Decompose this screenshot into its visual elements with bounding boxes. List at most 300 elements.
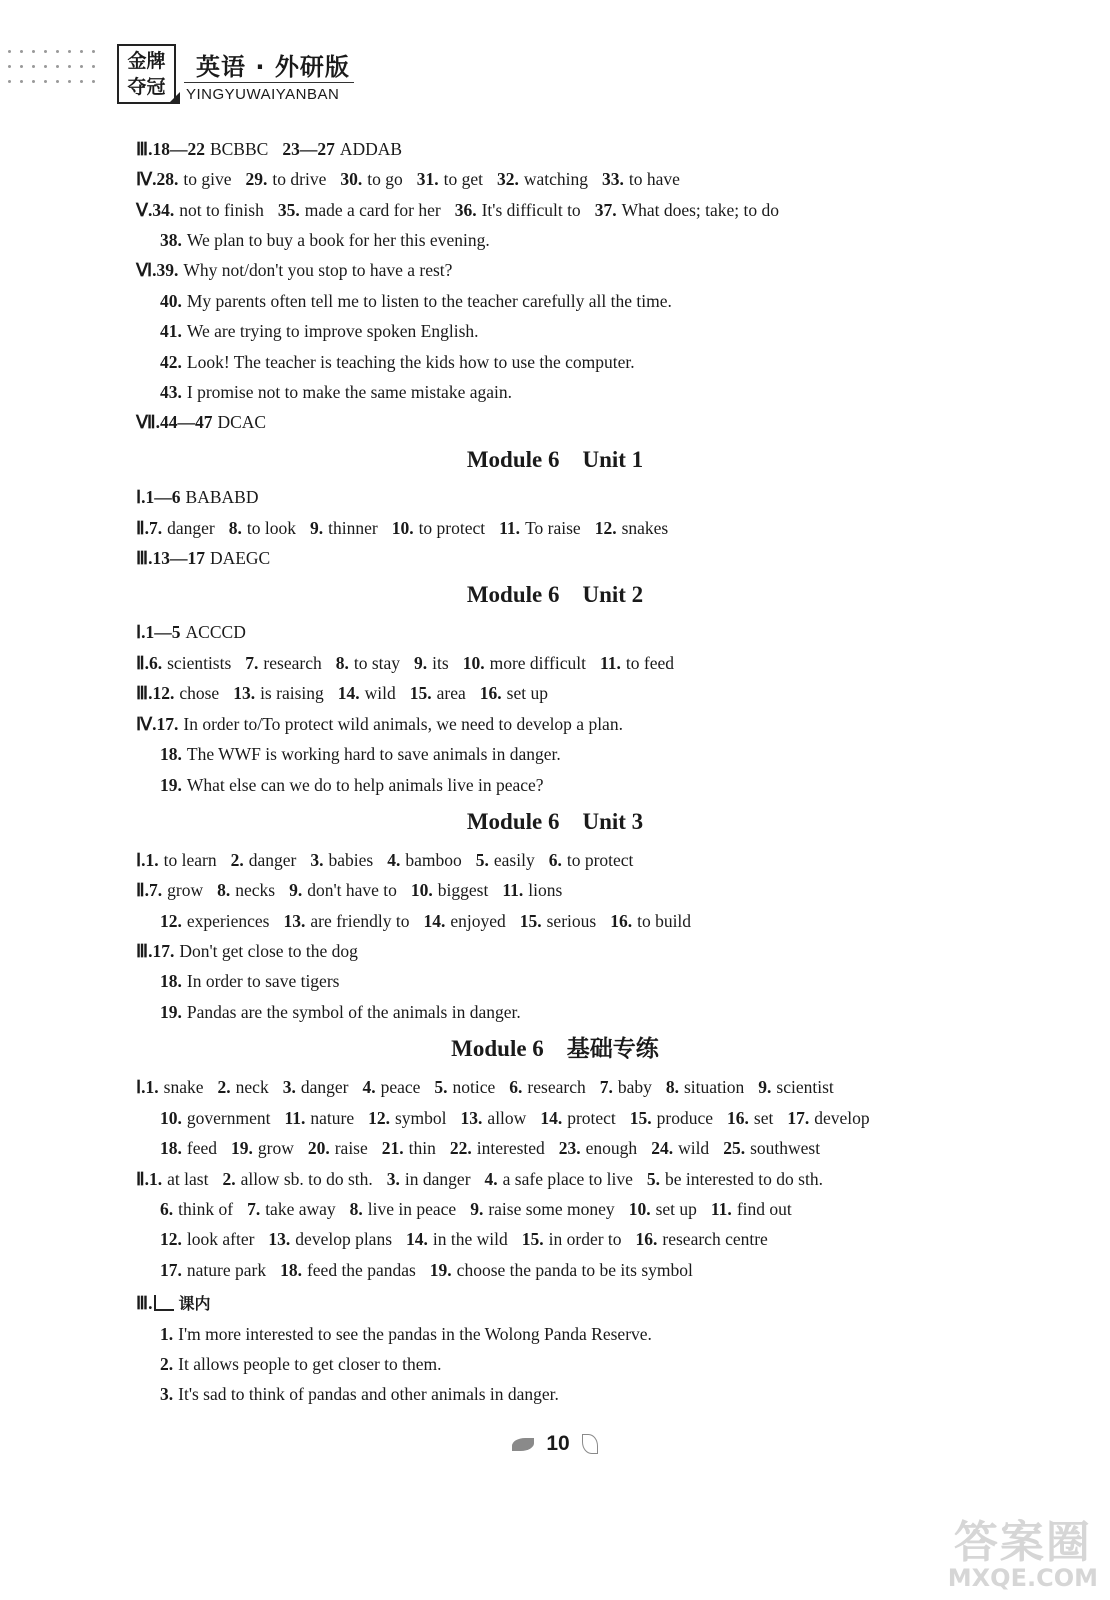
answer-item — [522, 1229, 622, 1249]
item-number: 15. — [409, 683, 432, 703]
item-answer: Why not/don't you stop to have a rest? — [183, 260, 453, 280]
item-answer: Pandas are the symbol of the animals in danger. — [186, 1002, 521, 1022]
item-answer: in danger — [404, 1169, 471, 1189]
section-numeral: Ⅵ. — [136, 260, 157, 280]
item-number: 14. — [337, 683, 360, 703]
answer-item — [222, 1169, 372, 1189]
section-numeral: Ⅳ. — [136, 714, 157, 734]
item-answer: serious — [546, 911, 597, 931]
item-answer: nature park — [186, 1260, 267, 1280]
item-number: 28. — [156, 169, 179, 189]
item-answer: find out — [736, 1199, 792, 1219]
item-number: 14. — [423, 911, 446, 931]
answer-item — [600, 1077, 652, 1097]
item-number: 1—5 — [145, 622, 181, 642]
answer-item — [278, 200, 441, 220]
item-answer: grow — [167, 880, 204, 900]
answer-item — [423, 911, 505, 931]
item-number: 7. — [149, 880, 163, 900]
item-answer: research — [263, 653, 322, 673]
item-number: 37. — [594, 200, 617, 220]
item-number: 3. — [282, 1077, 296, 1097]
item-number: 17. — [156, 714, 179, 734]
item-number: 30. — [340, 169, 363, 189]
answer-item — [149, 653, 231, 673]
item-number: 6. — [149, 653, 163, 673]
item-answer: is raising — [260, 683, 324, 703]
answer-item — [430, 1260, 693, 1280]
answer-item — [246, 169, 327, 189]
answer-item — [160, 382, 512, 402]
answer-line — [136, 849, 647, 871]
item-answer: southwest — [750, 1138, 821, 1158]
item-answer: symbol — [395, 1108, 447, 1128]
item-answer: necks — [235, 880, 276, 900]
answer-item — [160, 1384, 559, 1404]
item-number: 18. — [280, 1260, 302, 1280]
item-number: 5. — [475, 850, 489, 870]
answer-item — [549, 850, 634, 870]
item-answer: watching — [523, 169, 589, 189]
item-answer: lions — [528, 880, 563, 900]
item-number: 9. — [414, 653, 428, 673]
answer-item — [636, 1229, 768, 1249]
item-number: 8. — [665, 1077, 679, 1097]
answer-item — [247, 1199, 336, 1219]
item-answer: The WWF is working hard to save animals in danger. — [186, 744, 561, 764]
answer-item — [283, 911, 409, 931]
item-number: 33. — [602, 169, 624, 189]
answer-item — [149, 518, 215, 538]
section-title: Module 6 Unit 1 — [466, 447, 644, 472]
item-number: 4. — [362, 1077, 376, 1097]
item-number: 3. — [386, 1169, 400, 1189]
answer-item — [497, 169, 588, 189]
answer-item — [651, 1138, 709, 1158]
item-answer: easily — [493, 850, 535, 870]
answer-item — [727, 1108, 773, 1128]
answer-item — [455, 200, 581, 220]
item-answer: feed the pandas — [306, 1260, 416, 1280]
answer-line — [136, 517, 682, 539]
dots-decoration — [8, 50, 108, 95]
answer-item — [282, 139, 402, 159]
item-answer: to protect — [418, 518, 486, 538]
item-answer: to build — [637, 911, 692, 931]
section-numeral: Ⅲ. — [136, 139, 153, 159]
item-number: 15. — [521, 1229, 544, 1249]
answer-item — [470, 1199, 614, 1219]
section-numeral: Ⅲ. — [136, 941, 153, 961]
section-title: Module 6 Unit 3 — [466, 809, 644, 834]
item-answer: notice — [452, 1077, 496, 1097]
section-numeral: Ⅱ. — [136, 653, 149, 673]
section-numeral: Ⅱ. — [136, 880, 149, 900]
answer-line — [160, 320, 493, 342]
item-number: 17. — [787, 1108, 810, 1128]
item-answer: I'm more interested to see the pandas in the Wolong Panda Reserve. — [178, 1324, 652, 1344]
item-number: 4. — [484, 1169, 498, 1189]
item-number: 10. — [628, 1199, 651, 1219]
series-subtitle: YINGYUWAIYANBAN — [186, 86, 340, 103]
item-number: 12. — [594, 518, 617, 538]
answer-item — [387, 850, 462, 870]
item-number: 24. — [651, 1138, 674, 1158]
answer-item — [160, 1260, 266, 1280]
item-number: 20. — [307, 1138, 330, 1158]
brand-line2: 夺冠 — [127, 76, 166, 98]
answer-item — [602, 169, 680, 189]
answer-item — [152, 139, 268, 159]
answer-line — [136, 259, 466, 281]
item-answer: to stay — [353, 653, 401, 673]
answer-item — [245, 653, 321, 673]
answer-item — [463, 653, 586, 673]
item-answer: experiences — [186, 911, 270, 931]
item-number: 2. — [217, 1077, 231, 1097]
subsection-heading — [136, 1292, 210, 1315]
page-footer — [0, 1432, 1110, 1456]
section-numeral: Ⅲ. — [136, 548, 153, 568]
item-number: 11. — [502, 880, 524, 900]
section-numeral: Ⅳ. — [136, 169, 157, 189]
item-answer: to get — [443, 169, 483, 189]
item-answer: interested — [476, 1138, 545, 1158]
item-number: 29. — [245, 169, 268, 189]
item-number: 16. — [727, 1108, 749, 1128]
answer-item — [368, 1108, 446, 1128]
item-answer: be interested to do sth. — [665, 1169, 823, 1189]
item-answer: enough — [585, 1138, 638, 1158]
answer-item — [289, 880, 397, 900]
answer-item — [450, 1138, 545, 1158]
item-number: 13—17 — [152, 548, 205, 568]
item-number: 32. — [496, 169, 519, 189]
item-answer: My parents often tell me to listen to the teacher carefully all the time. — [186, 291, 672, 311]
section-numeral: Ⅰ. — [136, 850, 146, 870]
section-numeral: Ⅴ. — [136, 200, 153, 220]
watermark — [948, 1506, 1098, 1592]
item-number: 21. — [381, 1138, 404, 1158]
item-answer: danger — [248, 850, 297, 870]
item-number: 35. — [277, 200, 300, 220]
item-number: 5. — [646, 1169, 660, 1189]
answer-item — [152, 941, 357, 961]
item-answer: What does; take; to do — [621, 200, 780, 220]
answer-line — [160, 351, 649, 373]
answer-item — [520, 911, 596, 931]
leaf-icon — [512, 1438, 534, 1451]
answer-line — [160, 290, 686, 312]
answer-item — [340, 169, 402, 189]
answer-item — [160, 321, 479, 341]
item-answer: We plan to buy a book for her this evening. — [186, 230, 490, 250]
item-number: 10. — [391, 518, 414, 538]
item-number: 9. — [309, 518, 324, 538]
item-number: 12. — [152, 683, 175, 703]
answer-line — [160, 1198, 806, 1220]
answer-item — [595, 518, 669, 538]
answer-line — [136, 940, 372, 962]
answer-item — [629, 1199, 697, 1219]
item-answer: What else can we do to help animals live in peace? — [186, 775, 544, 795]
answer-item — [410, 683, 466, 703]
answer-item — [499, 518, 581, 538]
item-answer: develop plans — [295, 1229, 393, 1249]
item-number: 11. — [599, 653, 621, 673]
item-answer: develop — [814, 1108, 870, 1128]
answer-item — [392, 518, 485, 538]
answer-item — [217, 880, 275, 900]
item-answer: take away — [265, 1199, 336, 1219]
item-answer: ACCCD — [185, 622, 246, 642]
item-number: 41. — [160, 321, 182, 341]
section-numeral: Ⅰ. — [136, 622, 146, 642]
item-answer: It's sad to think of pandas and other animals in danger. — [178, 1384, 559, 1404]
item-number: 18. — [160, 744, 182, 764]
item-number: 23. — [558, 1138, 581, 1158]
answer-item — [414, 653, 449, 673]
item-number: 1. — [145, 1077, 159, 1097]
item-answer: scientist — [776, 1077, 834, 1097]
item-number: 7. — [247, 1199, 261, 1219]
answer-item — [160, 775, 544, 795]
item-number: 10. — [410, 880, 433, 900]
subsection-text: 课内 — [178, 1294, 211, 1313]
item-answer: scientists — [167, 653, 232, 673]
item-number: 38. — [160, 230, 182, 250]
item-number: 18—22 — [152, 139, 205, 159]
section-title: Module 6 Unit 2 — [466, 582, 644, 607]
item-number: 8. — [349, 1199, 363, 1219]
item-answer: Don't get close to the dog — [179, 941, 358, 961]
answer-item — [157, 169, 232, 189]
item-number: 31. — [416, 169, 439, 189]
item-answer: In order to save tigers — [186, 971, 340, 991]
item-number: 8. — [335, 653, 349, 673]
item-number: 9. — [470, 1199, 484, 1219]
item-number: 15. — [519, 911, 542, 931]
item-number: 19. — [160, 1002, 182, 1022]
item-number: 13. — [283, 911, 306, 931]
item-answer: BABABD — [185, 487, 259, 507]
answer-item — [666, 1077, 744, 1097]
item-answer: bamboo — [405, 850, 462, 870]
item-answer: in order to — [548, 1229, 622, 1249]
answer-line — [136, 652, 688, 674]
item-number: 2. — [160, 1354, 174, 1374]
answer-item — [157, 260, 453, 280]
answer-line — [136, 168, 694, 190]
header-divider — [184, 82, 354, 83]
item-number: 16. — [479, 683, 502, 703]
item-answer: babies — [328, 850, 374, 870]
answer-line — [160, 1107, 884, 1129]
answer-item — [362, 1077, 420, 1097]
item-answer: area — [436, 683, 466, 703]
item-answer: raise — [334, 1138, 368, 1158]
watermark-line1: 答案圈 — [953, 1517, 1092, 1568]
answer-line — [136, 1168, 837, 1190]
item-number: 12. — [160, 1229, 182, 1249]
answer-line — [136, 682, 562, 704]
answer-item — [146, 622, 246, 642]
item-answer: to have — [628, 169, 680, 189]
answer-line — [160, 1259, 707, 1281]
item-answer: snakes — [621, 518, 669, 538]
item-number: 34. — [152, 200, 175, 220]
item-number: 44—47 — [159, 412, 213, 432]
item-number: 1. — [145, 850, 159, 870]
answer-item — [160, 971, 339, 991]
item-answer: We are trying to improve spoken English. — [186, 321, 479, 341]
item-answer: produce — [656, 1108, 714, 1128]
answer-item — [461, 1108, 527, 1128]
item-answer: raise some money — [488, 1199, 615, 1219]
answer-item — [233, 683, 324, 703]
brand-logo — [117, 44, 176, 104]
item-answer: don't have to — [307, 880, 397, 900]
item-number: 25. — [723, 1138, 746, 1158]
item-answer: wild — [678, 1138, 710, 1158]
answer-line — [160, 1353, 456, 1375]
answer-item — [146, 1077, 204, 1097]
answer-item — [160, 1108, 270, 1128]
answer-line — [160, 229, 504, 251]
item-number: 2. — [222, 1169, 236, 1189]
answer-item — [149, 1169, 208, 1189]
answer-item — [476, 850, 535, 870]
item-answer: neck — [235, 1077, 269, 1097]
answer-line — [136, 713, 637, 735]
watermark-line2: MXQE.COM — [947, 1564, 1098, 1592]
answer-item — [149, 880, 203, 900]
item-number: 18. — [160, 971, 182, 991]
item-number: 17. — [152, 941, 175, 961]
subsection-label: Ⅲ. — [136, 1293, 153, 1313]
item-answer: baby — [617, 1077, 652, 1097]
answer-line — [160, 774, 558, 796]
answer-line — [136, 199, 793, 221]
answer-item — [284, 1108, 354, 1128]
item-number: 13. — [268, 1229, 291, 1249]
answer-item — [160, 1229, 254, 1249]
item-answer: in the wild — [432, 1229, 508, 1249]
item-number: 43. — [160, 382, 182, 402]
answer-line — [136, 879, 576, 901]
item-answer: to protect — [566, 850, 634, 870]
item-answer: not to finish — [179, 200, 264, 220]
item-number: 3. — [160, 1384, 174, 1404]
item-number: 3. — [310, 850, 324, 870]
answer-item — [382, 1138, 436, 1158]
answer-item — [160, 1199, 233, 1219]
item-answer: live in peace — [367, 1199, 457, 1219]
item-number: 12. — [160, 911, 182, 931]
section-numeral: Ⅰ. — [136, 487, 146, 507]
item-number: 9. — [758, 1077, 772, 1097]
answer-item — [157, 714, 623, 734]
item-number: 8. — [217, 880, 231, 900]
item-answer: look after — [186, 1229, 255, 1249]
series-title: 英语 · 外研版 — [196, 53, 350, 81]
answer-item — [411, 880, 488, 900]
item-answer: think of — [178, 1199, 234, 1219]
item-answer: feed — [186, 1138, 217, 1158]
item-number: 18. — [160, 1138, 182, 1158]
section-numeral: Ⅱ. — [136, 518, 149, 538]
item-answer: danger — [167, 518, 215, 538]
item-answer: are friendly to — [310, 911, 410, 931]
item-answer: It allows people to get closer to them. — [178, 1354, 442, 1374]
answer-item — [160, 1138, 217, 1158]
item-answer: DAEGC — [209, 548, 271, 568]
answer-item — [160, 1354, 442, 1374]
item-answer: snake — [163, 1077, 204, 1097]
item-answer: to go — [367, 169, 403, 189]
answer-item — [509, 1077, 585, 1097]
answer-item — [231, 1138, 294, 1158]
answer-item — [160, 744, 561, 764]
item-answer: government — [186, 1108, 271, 1128]
answer-item — [350, 1199, 457, 1219]
section-numeral: Ⅱ. — [136, 1169, 149, 1189]
answer-item — [308, 1138, 368, 1158]
answer-item — [600, 653, 674, 673]
answer-item — [338, 683, 396, 703]
item-answer: protect — [567, 1108, 616, 1128]
answer-line — [160, 1383, 573, 1405]
item-answer: grow — [257, 1138, 294, 1158]
item-number: 14. — [406, 1229, 428, 1249]
item-number: 23—27 — [282, 139, 335, 159]
answer-item — [787, 1108, 869, 1128]
answer-item — [610, 911, 691, 931]
item-answer: more difficult — [489, 653, 586, 673]
item-number: 7. — [599, 1077, 613, 1097]
item-answer: biggest — [437, 880, 489, 900]
item-answer: made a card for her — [304, 200, 441, 220]
item-number: 2. — [230, 850, 244, 870]
answer-item — [152, 200, 263, 220]
answer-item — [146, 850, 217, 870]
item-number: 7. — [245, 653, 259, 673]
item-number: 36. — [454, 200, 477, 220]
item-answer: research — [527, 1077, 586, 1097]
item-answer: allow sb. to do sth. — [240, 1169, 373, 1189]
item-number: 10. — [462, 653, 485, 673]
item-answer: In order to/To protect wild animals, we need to develop a plan. — [183, 714, 623, 734]
answer-item — [310, 850, 373, 870]
item-answer: nature — [310, 1108, 355, 1128]
item-answer: set up — [655, 1199, 697, 1219]
item-number: 42. — [160, 352, 182, 372]
answer-item — [406, 1229, 508, 1249]
answer-item — [160, 412, 266, 432]
item-answer: enjoyed — [450, 911, 506, 931]
item-answer: chose — [179, 683, 220, 703]
item-answer: choose the panda to be its symbol — [456, 1260, 693, 1280]
item-number: 16. — [635, 1229, 658, 1249]
answer-item — [502, 880, 562, 900]
item-answer: at last — [167, 1169, 209, 1189]
item-answer: BCBBC — [209, 139, 269, 159]
answer-line — [136, 411, 280, 433]
answer-item — [152, 548, 270, 568]
item-answer: wild — [364, 683, 396, 703]
answer-line — [136, 1076, 848, 1098]
answer-item — [160, 291, 672, 311]
